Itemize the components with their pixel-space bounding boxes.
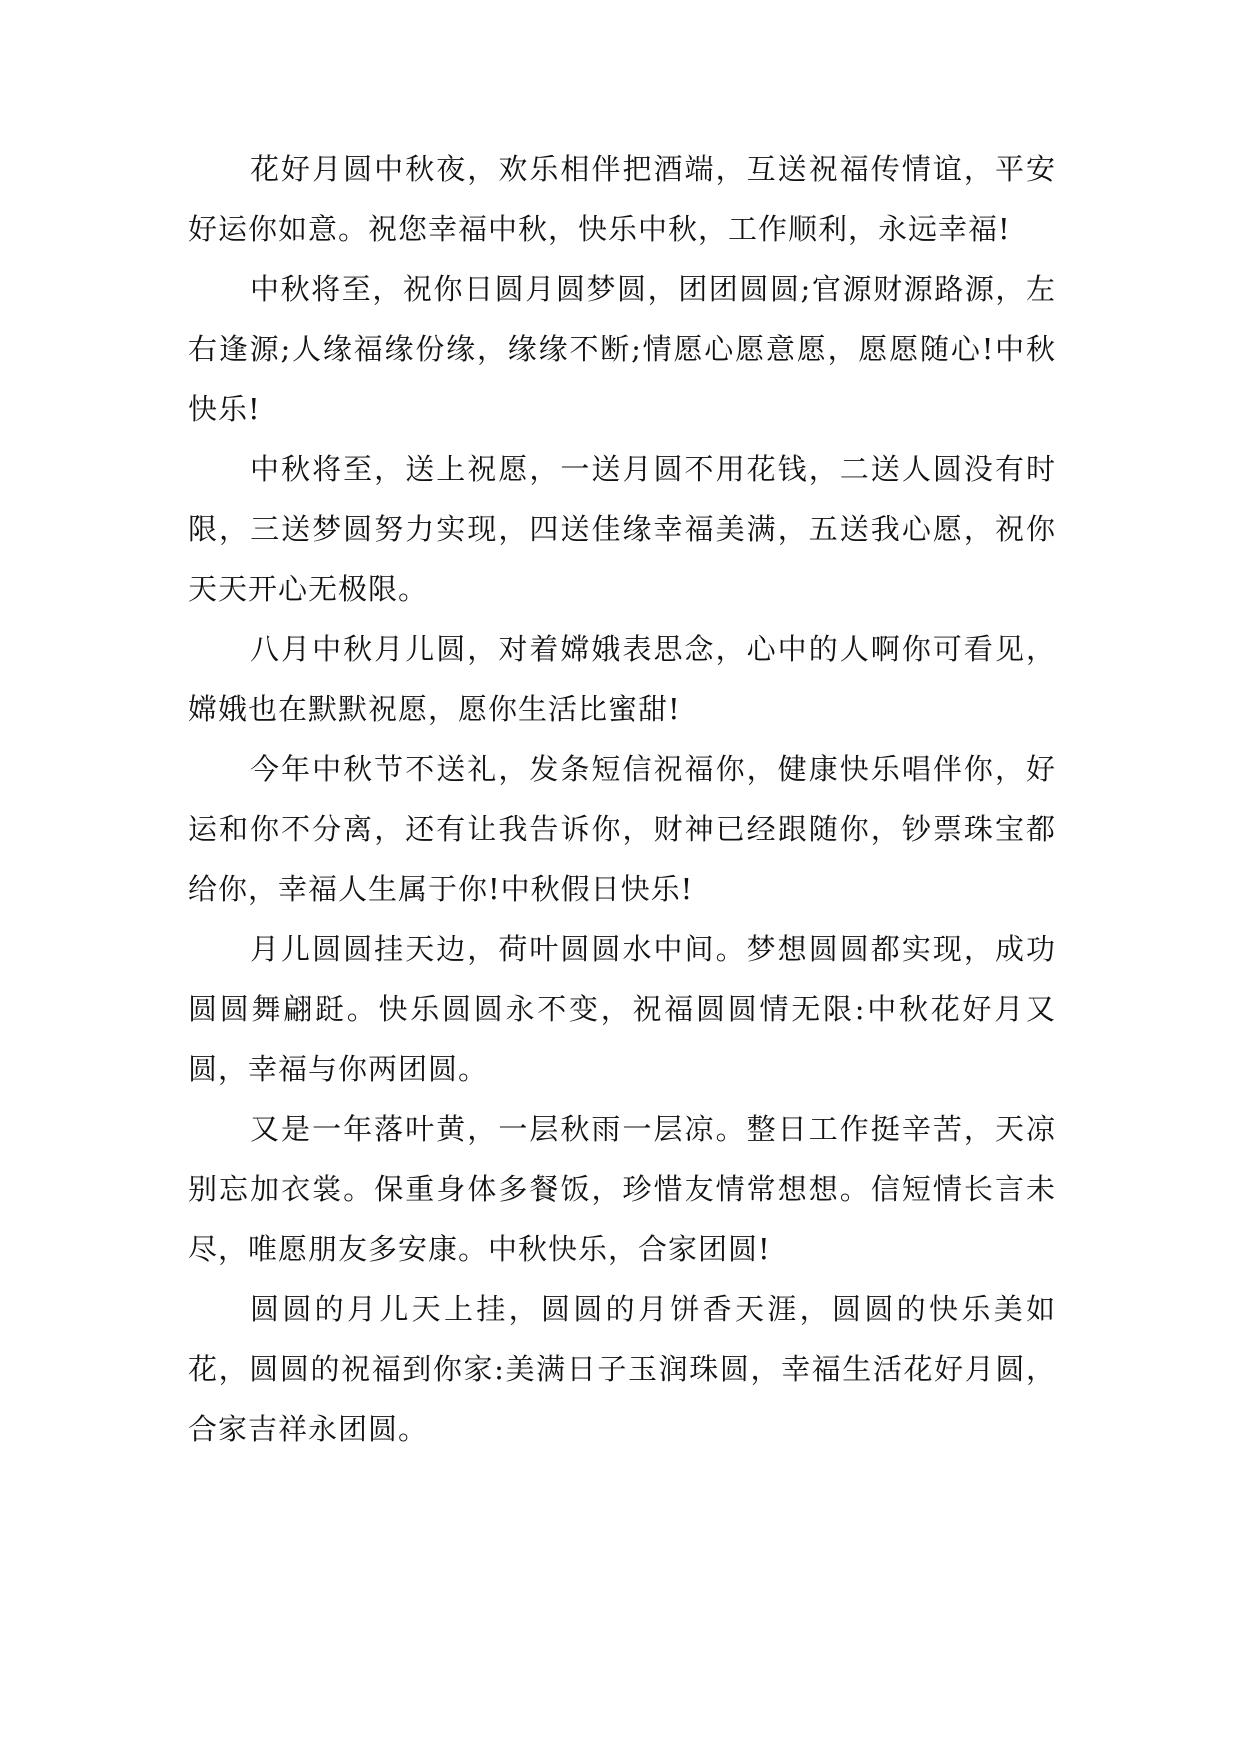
paragraph: 花好月圆中秋夜，欢乐相伴把酒端，互送祝福传情谊，平安好运你如意。祝您幸福中秋，快乐中秋，工作顺利，永远幸福! [188,152,1056,246]
paragraph: 今年中秋节不送礼，发条短信祝福你，健康快乐唱伴你，好运和你不分离，还有让我告诉你，财神已经跟随你，钞票珠宝都给你，幸福人生属于你!中秋假日快乐! [188,752,1056,906]
paragraph: 月儿圆圆挂天边，荷叶圆圆水中间。梦想圆圆都实现，成功圆圆舞翩跹。快乐圆圆永不变，祝福圆圆情无限:中秋花好月又圆，幸福与你两团圆。 [188,932,1056,1086]
document-body [188,139,1056,1459]
paragraph: 圆圆的月儿天上挂，圆圆的月饼香天涯，圆圆的快乐美如花，圆圆的祝福到你家:美满日子玉润珠圆，幸福生活花好月圆，合家吉祥永团圆。 [188,1292,1056,1446]
paragraph: 中秋将至，送上祝愿，一送月圆不用花钱，二送人圆没有时限，三送梦圆努力实现，四送佳缘幸福美满，五送我心愿，祝你天天开心无极限。 [188,452,1056,606]
paragraph: 中秋将至，祝你日圆月圆梦圆，团团圆圆;官源财源路源，左右逢源;人缘福缘份缘，缘缘不断;情愿心愿意愿，愿愿随心!中秋快乐! [188,272,1056,426]
paragraph: 八月中秋月儿圆，对着嫦娥表思念，心中的人啊你可看见，嫦娥也在默默祝愿，愿你生活比蜜甜! [188,632,1056,726]
paragraph: 又是一年落叶黄，一层秋雨一层凉。整日工作挺辛苦，天凉别忘加衣裳。保重身体多餐饭，珍惜友情常想想。信短情长言未尽，唯愿朋友多安康。中秋快乐，合家团圆! [188,1112,1056,1266]
